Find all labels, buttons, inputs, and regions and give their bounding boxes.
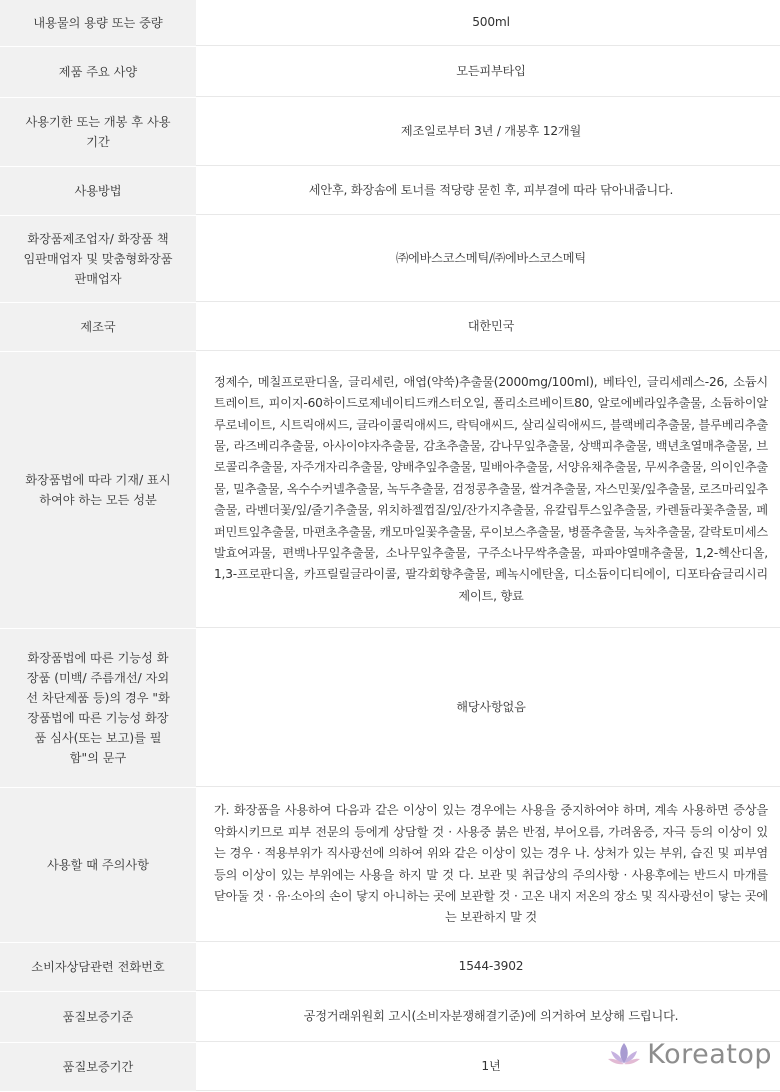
table-row	[0, 47, 780, 98]
row-label: 내용물의 용량 또는 중량	[0, 0, 196, 46]
row-label: 사용기한 또는 개봉 후 사용기간	[0, 98, 196, 166]
table-row	[0, 98, 780, 167]
row-label: 화장품제조업자/ 화장품 책임판매업자 및 맞춤형화장품판매업자	[0, 216, 196, 302]
watermark-text: Koreatop	[647, 1039, 772, 1070]
row-value: 1544-3902	[196, 943, 780, 991]
row-value: ㈜에바스코스메틱/㈜에바스코스메틱	[196, 216, 780, 302]
row-value: 세안후, 화장솜에 토너를 적당량 묻힌 후, 피부결에 따라 닦아내줍니다.	[196, 167, 780, 215]
row-label: 제품 주요 사양	[0, 47, 196, 97]
table-row	[0, 943, 780, 992]
table-row	[0, 788, 780, 943]
row-value: 500ml	[196, 0, 780, 46]
row-label: 제조국	[0, 303, 196, 351]
row-value: 해당사항없음	[196, 629, 780, 787]
row-value: 제조일로부터 3년 / 개봉후 12개월	[196, 98, 780, 166]
row-label: 품질보증기간	[0, 1043, 196, 1091]
row-value: 공정거래위원회 고시(소비자분쟁해결기준)에 의거하여 보상해 드립니다.	[196, 992, 780, 1042]
row-value: 모든피부타입	[196, 47, 780, 97]
table-row	[0, 167, 780, 216]
table-row	[0, 992, 780, 1043]
row-label: 화장품법에 따라 기재/ 표시하여야 하는 모든 성분	[0, 352, 196, 628]
row-value: 가. 화장품을 사용하여 다음과 같은 이상이 있는 경우에는 사용을 중지하여야 하며, 계속 사용하면 증상을 악화시키므로 피부 전문의 등에게 상담할 것 · 사용중 붉은 반점, 부어오름, 가려움증, 자극 등의 이상이 있는 경우 · 적용부위가 직사광선에 의하여 위와 같은 이상이 있는 경우 나. 상처가 있는 부위, 습진 및 피부염 등의 이상이 있는 부위에는 사용을 하지 말 것 다. 보관 및 취급상의 주의사항 · 사용후에는 반드시 마개를 닫아둘 것 · 유·소아의 손이 닿지 아니하는 곳에 보관할 것 · 고온 내지 저온의 장소 및 직사광선이 닿는 곳에는 보관하지 말 것	[196, 788, 780, 942]
row-value: 대한민국	[196, 303, 780, 351]
row-value: 1년	[196, 1043, 780, 1091]
row-label: 사용방법	[0, 167, 196, 215]
table-row	[0, 629, 780, 788]
lotus-icon	[607, 1041, 641, 1069]
table-row	[0, 216, 780, 303]
table-row	[0, 352, 780, 629]
koreatop-watermark	[607, 1039, 772, 1070]
row-label: 품질보증기준	[0, 992, 196, 1042]
row-label: 소비자상담관련 전화번호	[0, 943, 196, 991]
row-label: 화장품법에 따른 기능성 화장품 (미백/ 주름개선/ 자외선 차단제품 등)의 경우 "화장품법에 따른 기능성 화장품 심사(또는 보고)를 필함"의 문구	[0, 629, 196, 787]
table-row	[0, 0, 780, 47]
table-row	[0, 303, 780, 352]
row-label: 사용할 때 주의사항	[0, 788, 196, 942]
row-value: 정제수, 메칠프로판디올, 글리세린, 애엽(약쑥)추출물(2000mg/100ml), 베타인, 글리세레스-26, 소듐시트레이트, 피이지-60하이드로제네이티드캐스터오일, 폴리소르베이트80, 알로에베라잎추출물, 소듐하이알루로네이트, 시트릭애씨드, 글라이콜릭애씨드, 락틱애씨드, 살리실릭애씨드, 블랙베리추출물, 블루베리추출물, 라즈베리추출물, 아사이야자추출물, 감초추출물, 감나무잎추출물, 상백피추출물, 백년초열매추출물, 브로콜리추출물, 자주개자리추출물, 양배추잎추출물, 밀배아추출물, 서양유채추출물, 무씨추출물, 의이인추출물, 밀추출물, 옥수수커넬추출물, 녹두추출물, 검정콩추출물, 쌀겨추출물, 자스민꽃/잎추출물, 로즈마리잎추출물, 라벤더꽃/잎/줄기추출물, 위치하젤껍질/잎/잔가지추출물, 유칼립투스잎추출물, 카렌듈라꽃추출물, 페퍼민트잎추출물, 마편초추출물, 캐모마일꽃추출물, 루이보스추출물, 병풀추출물, 녹차추출물, 갈락토미세스발효여과물, 편백나무잎추출물, 소나무잎추출물, 구주소나무싹추출물, 파파야열매추출물, 1,2-헥산디올, 1,3-프로판디올, 카프릴릴글라이콜, 팔각회향추출물, 페녹시에탄올, 디소듐이디티에이, 디포타슘글리시리제이트, 향료	[196, 352, 780, 628]
